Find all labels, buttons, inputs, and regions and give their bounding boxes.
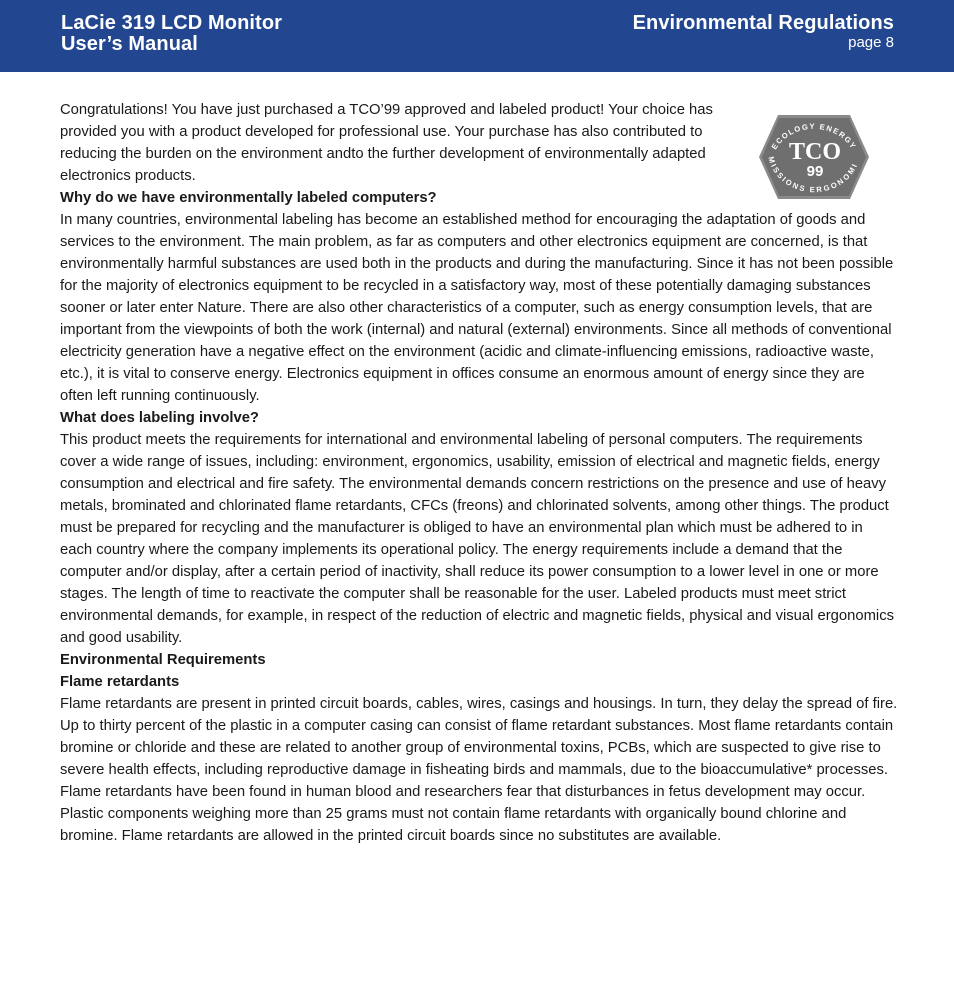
intro-paragraph: Congratulations! You have just purchased a TCO’99 approved and labeled product! Your choice has provided you with a product developed for professional use. Your purchase has also contributed to reducing the burden on the environment andto the further development of environmentally adapted electronics products. [60, 102, 713, 184]
header-left [61, 13, 282, 55]
section-title: Environmental Regulations [632, 12, 894, 34]
manual-title: User’s Manual [61, 33, 198, 55]
heading-labeling-involve: What does labeling involve? [60, 410, 259, 426]
header-right [633, 13, 894, 52]
heading-why-labeled: Why do we have environmentally labeled computers? [60, 190, 437, 206]
heading-flame-retardants: Flame retardants [60, 674, 180, 690]
heading-environmental-requirements: Environmental Requirements [60, 652, 266, 668]
logo-mark: TCO [788, 139, 842, 165]
paragraph-why-labeled: In many countries, environmental labeling has become an established method for encouraging the adaptation of goods and services to the environment. The main problem, as far as computers and other electronics equipment are concerned, is that environmentally harmful substances are used both in the products and during the manufacturing. Since it has not been possible for the majority of electronics equipment to be recycled in a satisfactory way, most of these potentially damaging substances sooner or later enter Nature. There are also other characteristics of a computer, such as energy consumption levels, that are important from the viewpoints of both the work (internal) and natural (external) environments. Since all methods of conventional electricity generation have a negative effect on the environment (acidic and climate-influencing emissions, radioactive waste, etc.), it is vital to conserve energy. Electronics equipment in offices consume an enormous amount of energy since they are often left running continuously. [60, 212, 894, 404]
page-number: page 8 [848, 34, 894, 51]
logo-year: 99 [806, 163, 824, 180]
product-title: LaCie 319 LCD Monitor [61, 12, 283, 34]
paragraph-labeling-involve: This product meets the requirements for international and environmental labeling of personal computers. The requirements cover a wide range of issues, including: environment, ergonomics, usability, emission of electrical and magnetic fields, energy consumption and electrical and fire safety. The environmental demands concern restrictions on the presence and use of heavy metals, brominated and chlorinated flame retardants, CFCs (freons) and chlorinated solvents, among other things. The product must be prepared for recycling and the manufacturer is obliged to have an environmental plan which must be adhered to in each country where the company implements its operational policy. The energy requirements include a demand that the computer and/or display, after a certain period of inactivity, shall reduce its power consumption to a lower level in one or more stages. The length of time to reactivate the computer shall be reasonable for the user. Labeled products must meet strict environmental demands, for example, in respect of the reduction of electric and magnetic fields, physical and visual ergonomics and good usability. [60, 432, 894, 646]
logo-arc-top: ECOLOGY ENERGY [769, 121, 859, 152]
main-content [60, 99, 898, 847]
paragraph-flame-retardants: Flame retardants are present in printed circuit boards, cables, wires, casings and housings. In turn, they delay the spread of fire. Up to thirty percent of the plastic in a computer casing can consist of flame retardant substances. Most flame retardants contain bromine or chloride and these are related to another group of environmental toxins, PCBs, which are suspected to give rise to severe health effects, including reproductive damage in fisheating birds and mammals, due to the bioaccumulative* processes. Flame retardants have been found in human blood and researchers fear that disturbances in fetus development may occur. Plastic components weighing more than 25 grams must not contain flame retardants with organically bound chlorine and bromine. Flame retardants are allowed in the printed circuit boards since no substitutes are available. [60, 696, 898, 844]
logo-arc-bottom: MISSIONS ERGONOMI [766, 155, 859, 194]
page-header [0, 0, 954, 72]
